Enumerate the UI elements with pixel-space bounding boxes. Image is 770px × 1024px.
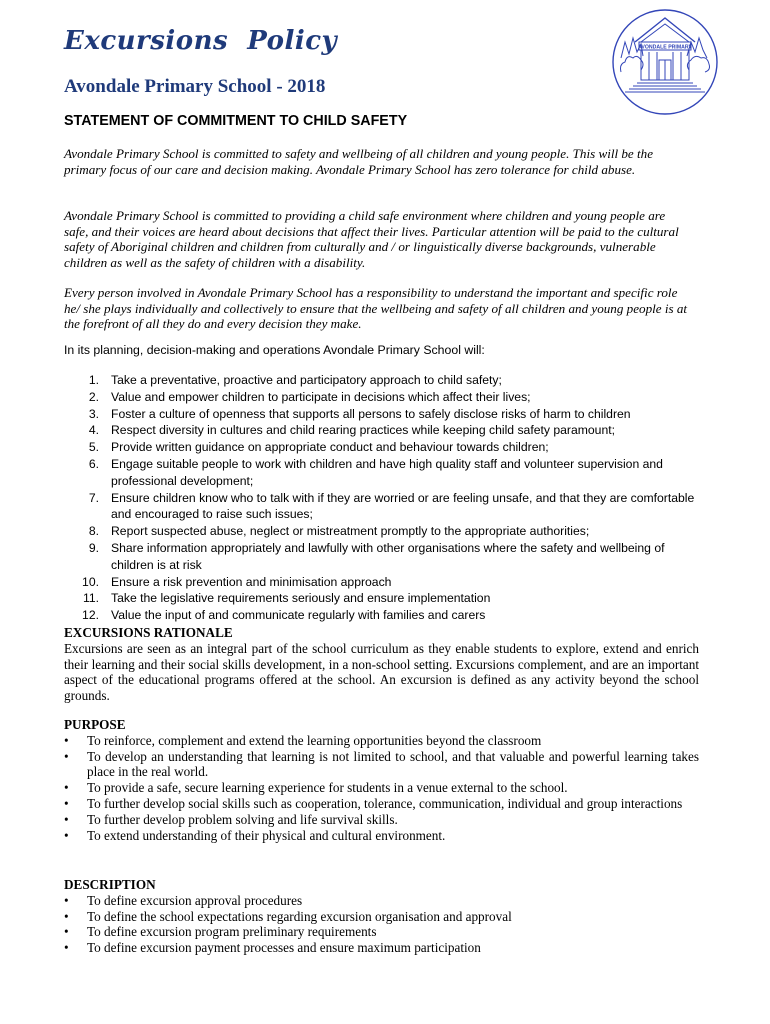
item-text: Provide written guidance on appropriate conduct and behaviour towards children; [111,440,549,455]
school-subtitle: Avondale Primary School - 2018 [64,76,326,97]
item-text: Ensure a risk prevention and minimisation approach [111,574,392,589]
list-item [64,812,699,828]
logo-text: AVONDALE PRIMARY [638,44,692,51]
item-text: Value the input of and communicate regularly with families and carers [111,608,486,623]
item-number: 9. [88,540,99,555]
list-item [64,924,699,940]
bullet-icon: • [64,748,69,764]
item-text: To further develop social skills such as cooperation, tolerance, communication, individual and group interactions [87,795,683,811]
list-item [64,456,704,490]
bullet-icon: • [64,924,69,940]
list-item [64,490,704,524]
list-item [64,406,704,423]
bullet-icon: • [64,780,69,796]
list-item [64,523,704,540]
item-text: To develop an understanding that learning is not limited to school, and that valuable and powerful learning takes place in the real world. [87,748,699,780]
list-item [64,540,704,574]
item-number: 2. [88,389,99,404]
school-logo [611,8,719,116]
item-number: 6. [88,456,99,471]
rationale-section [64,625,699,704]
operations-intro: In its planning, decision-making and operations Avondale Primary School will: [64,343,485,357]
item-text: Value and empower children to participate in decisions which affect their lives; [111,389,531,404]
item-text: Report suspected abuse, neglect or mistreatment promptly to the appropriate authorities; [111,524,590,539]
item-text: To define the school expectations regarding excursion organisation and approval [87,908,512,924]
bullet-icon: • [64,892,69,908]
item-number: 11. [82,591,99,606]
item-text: To reinforce, complement and extend the learning opportunities beyond the classroom [87,732,542,748]
purpose-section [64,717,699,843]
item-text: Ensure children know who to talk with if they are worried or are feeling unsafe, and that they are comfortable and encouraged to raise such issues; [111,490,695,522]
list-item [64,909,699,925]
page-title: Excursions Policy [64,26,338,56]
description-heading: DESCRIPTION [64,877,156,892]
item-number: 4. [88,423,99,438]
item-text: Foster a culture of openness that supports all persons to safely disclose risks of harm to children [111,406,631,421]
item-text: Share information appropriately and lawfully with other organisations where the safety and wellbeing of children is at risk [111,540,665,572]
purpose-heading: PURPOSE [64,717,126,732]
item-number: 7. [88,490,99,505]
bullet-icon: • [64,940,69,956]
item-text: To define excursion program preliminary requirements [87,924,377,940]
item-number: 3. [88,406,99,421]
list-item [64,590,704,607]
list-item [64,749,699,781]
item-number: 5. [88,440,99,455]
item-text: To define excursion approval procedures [87,892,303,908]
item-text: To extend understanding of their physical and cultural environment. [87,827,446,843]
list-item [64,389,704,406]
item-text: Respect diversity in cultures and child rearing practices while keeping child safety paramount; [111,423,616,438]
list-item [64,422,704,439]
item-text: To further develop problem solving and life survival skills. [87,811,398,827]
commitment-paragraph: Avondale Primary School is committed to safety and wellbeing of all children and young people. This will be the primary focus of our care and decision making. Avondale Primary School has zero tolerance for child abuse. [64,146,654,177]
bullet-icon: • [64,732,69,748]
description-section [64,877,699,956]
list-item [64,574,704,591]
item-text: Engage suitable people to work with children and have high quality staff and volunteer supervision and professional development; [111,456,663,488]
list-item [64,607,704,624]
commitment-list [64,372,704,624]
list-item [64,893,699,909]
item-text: To provide a safe, secure learning experience for students in a venue external to the school. [87,780,568,796]
item-text: Take a preventative, proactive and participatory approach to child safety; [111,373,502,387]
commitment-paragraph: Every person involved in Avondale Primary School has a responsibility to understand the important and specific role he/ she plays individually and collectively to ensure that the wellbeing and safety of all children and young people is at the forefront of all they do and every decision they make. [64,285,688,332]
item-number: 10. [82,574,99,589]
list-item [64,940,699,956]
bullet-icon: • [64,827,69,843]
item-text: To define excursion payment processes and ensure maximum participation [87,940,481,956]
item-text: Take the legislative requirements seriously and ensure implementation [111,591,491,606]
purpose-list [64,733,699,844]
list-item [64,733,699,749]
list-item [64,439,704,456]
bullet-icon: • [64,795,69,811]
description-list [64,893,699,956]
item-number: 1. [88,373,99,387]
item-number: 8. [88,524,99,539]
list-item [64,780,699,796]
item-number: 12. [82,608,99,623]
bullet-icon: • [64,908,69,924]
child-safety-heading: STATEMENT OF COMMITMENT TO CHILD SAFETY [64,113,408,129]
list-item [64,796,699,812]
list-item [64,372,704,389]
rationale-heading: EXCURSIONS RATIONALE [64,625,233,640]
commitment-paragraph: Avondale Primary School is committed to providing a child safe environment where children and young people are safe, and their voices are heard about decisions that affect their lives. Particular attention will be paid to the cultural safety of Aboriginal children and children from culturally and / or linguistically diverse backgrounds, vulnerable children as well as the safety of children with a disability. [64,208,679,270]
rationale-text: Excursions are seen as an integral part of the school curriculum as they enable students to explore, extend and enrich their learning and their social skills development, in a non-school setting. Excursions complement, and are an important aspect of the educational programs offered at the school. An excursion is defined as any activity beyond the school grounds. [64,640,699,704]
bullet-icon: • [64,811,69,827]
list-item [64,828,699,844]
